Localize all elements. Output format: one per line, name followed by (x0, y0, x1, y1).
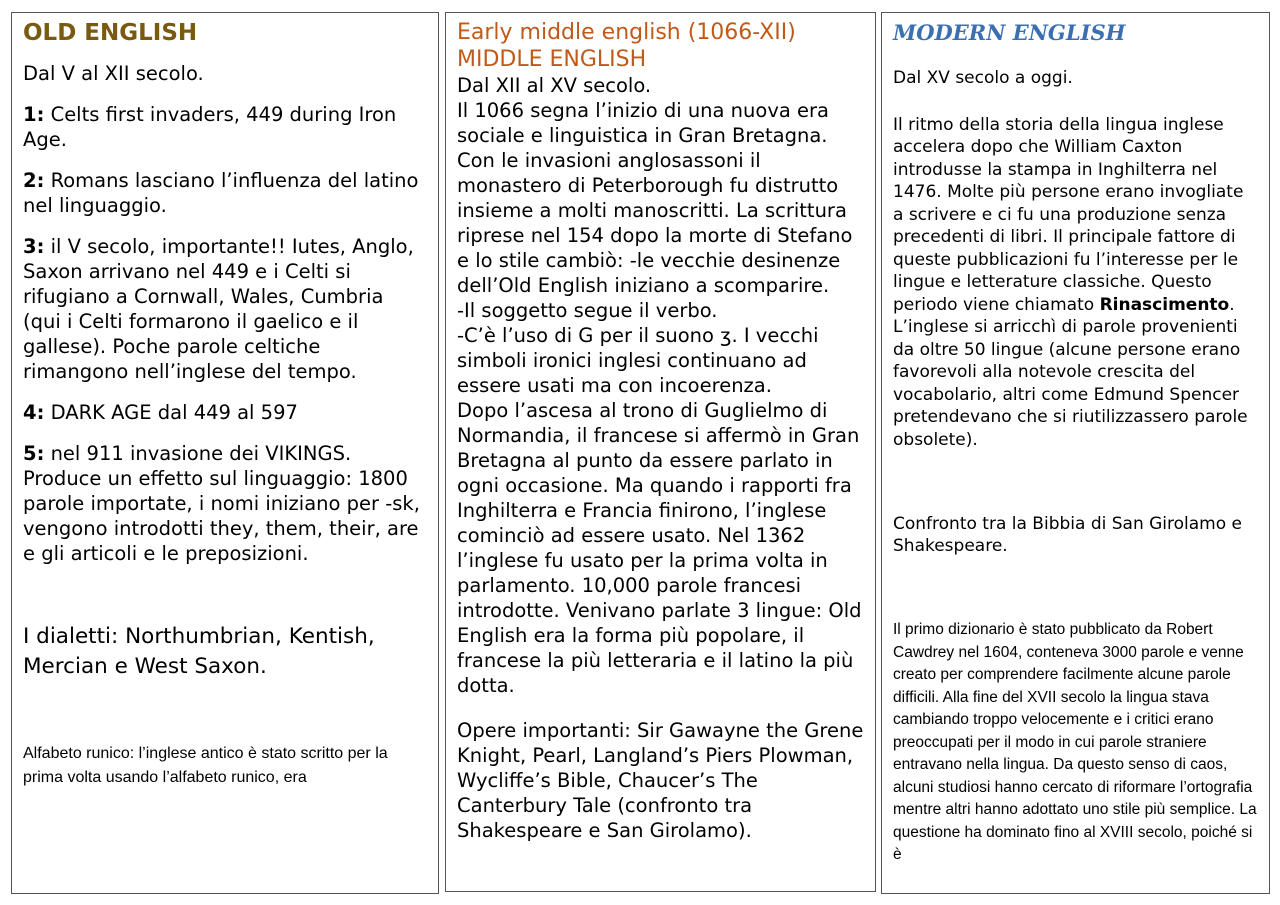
old-item-2 (23, 168, 427, 218)
middle-line-4: -C’è l’uso di G per il suono ʒ. I vecchi simboli ironici inglesi continuano ad essere usati ma con incoerenza. (457, 324, 819, 397)
item-number: 1: (23, 103, 45, 126)
paragraph-text: Il ritmo della storia della lingua inglese accelera dopo che William Caxton introdusse la stampa in Inghilterra nel 1476. Molte più persone erano invogliate a scrivere e ci fu una produzione senza precedenti di libri. Il principale fattore di queste pubblicazioni fu l’interesse per le lingue e letterature classiche. Questo periodo viene chiamato (893, 114, 1244, 315)
modern-english-body (893, 67, 1258, 451)
item-number: 3: (23, 235, 45, 258)
old-english-body (23, 61, 427, 566)
item-text: DARK AGE dal 449 al 597 (44, 401, 298, 424)
old-english-intro: Dal V al XII secolo. (23, 62, 204, 85)
old-item-4 (23, 400, 427, 425)
modern-english-column (881, 12, 1270, 894)
item-text: nel 911 invasione dei VIKINGS. Produce un effetto sul linguaggio: 1800 parole importate, i nomi iniziano per -sk, vengono introdotti they, them, their, are e gli articoli e le preposizioni. (23, 442, 420, 565)
item-text: Celts first invaders, 449 during Iron Age. (23, 103, 397, 151)
old-english-column (11, 12, 439, 894)
modern-english-paragraph (893, 114, 1258, 452)
paragraph-text: . L’inglese si arricchì di parole provenienti da oltre 50 lingue (alcune persone erano favorevoli alla notevole crescita del vocabolario, altri come Edmund Spencer pretendevano che si riutilizzassero parole obsolete). (893, 294, 1248, 450)
middle-line-3: -Il soggetto segue il verbo. (457, 299, 718, 322)
modern-english-title: MODERN ENGLISH (893, 20, 1126, 45)
middle-english-title: MIDDLE ENGLISH (457, 47, 647, 72)
old-item-3 (23, 234, 427, 384)
dialects-text: I dialetti: Northumbrian, Kentish, Mercian e West Saxon. (23, 624, 375, 679)
dictionary-text: Il primo dizionario è stato pubblicato da Robert Cawdrey nel 1604, conteneva 3000 parole e venne creato per comprendere facilmente alcune parole difficili. Alla fine del XVII secolo la lingua stava cambiando troppo velocemente e i critici erano preoccupati per il modo in cui parole straniere entravano nella lingua. Da questo senso di caos, alcuni studiosi hanno cercato di riformare l’ortografia mentre altri hanno adottato uno stile più semplice. La questione ha dominato fino al XVIII secolo, poiché si è (893, 621, 1257, 863)
old-english-title: OLD ENGLISH (23, 20, 198, 46)
item-number: 2: (23, 169, 45, 192)
runic-alphabet-text: Alfabeto runico: l’inglese antico è stato scritto per la prima volta usando l’alfabeto runico, era (23, 745, 388, 786)
modern-english-intro: Dal XV secolo a oggi. (893, 68, 1073, 88)
item-text: il V secolo, importante!! Iutes, Anglo, Saxon arrivano nel 449 e i Celti si rifugiano a Cornwall, Wales, Cumbria (qui i Celti formarono il gaelico e il gallese). Poche parole celtiche rimangono nell’inglese del tempo. (23, 235, 414, 383)
middle-line-2: Il 1066 segna l’inizio di una nuova era sociale e linguistica in Gran Bretagna. Con le invasioni anglosassoni il monastero di Peterborough fu distrutto insieme a molti manoscritti. La scrittura riprese nel 154 dopo la morte di Stefano e lo stile cambiò: -le vecchie desinenze dell’Old English iniziano a scomparire. (457, 99, 853, 297)
item-number: 4: (23, 401, 45, 424)
item-text: Romans lasciano l’influenza del latino nel linguaggio. (23, 169, 419, 217)
old-item-1 (23, 102, 427, 152)
middle-line-5: Dopo l’ascesa al trono di Guglielmo di Normandia, il francese si affermò in Gran Bretagna al punto da essere parlato in ogni occasione. Ma quando i rapporti fra Inghilterra e Francia finirono, l’inglese cominciò ad essere usato. Nel 1362 l’inglese fu usato per la prima volta in parlamento. 10,000 parole francesi introdotte. Venivano parlate 3 lingue: Old English era la forma più popolare, il francese la più letteraria e il latino la più dotta. (457, 399, 862, 697)
middle-english-title-early: Early middle english (1066-XII) (457, 20, 796, 45)
important-works-text: Opere importanti: Sir Gawayne the Grene Knight, Pearl, Langland’s Piers Plowman, Wycliffe’s Bible, Chaucer’s The Canterbury Tale (confronto tra Shakespeare e San Girolamo). (457, 719, 864, 842)
middle-english-body (457, 73, 864, 843)
middle-line-1: Dal XII al XV secolo. (457, 74, 652, 97)
middle-english-column (445, 12, 876, 892)
item-number: 5: (23, 442, 45, 465)
old-item-5 (23, 441, 427, 566)
rinascimento-term: Rinascimento (1099, 294, 1230, 315)
comparison-text: Confronto tra la Bibbia di San Girolamo e Shakespeare. (893, 514, 1243, 556)
